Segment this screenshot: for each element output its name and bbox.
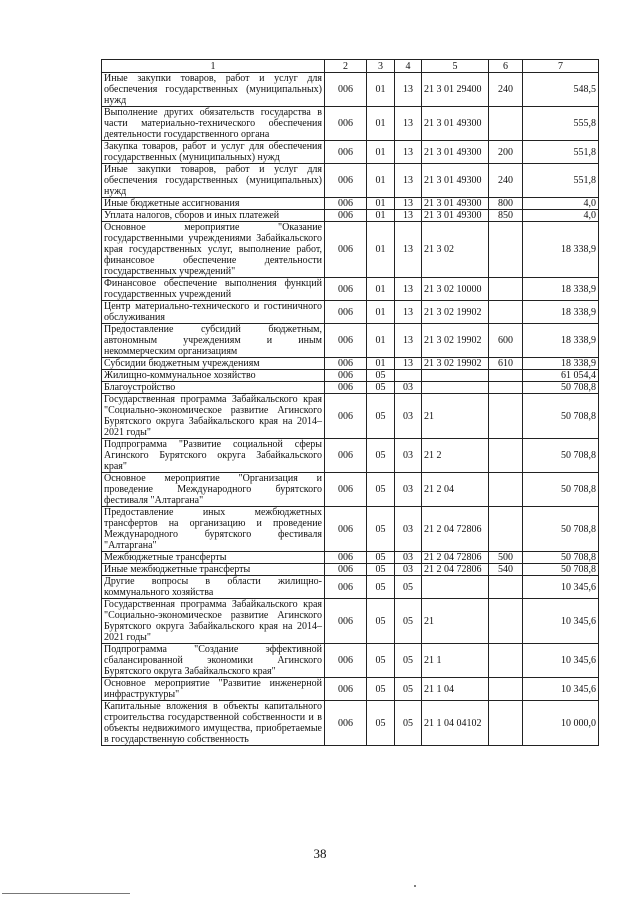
row-amount: 10 345,6 [523,644,599,678]
row-amount: 50 708,8 [523,439,599,473]
header-cell: 3 [367,60,395,73]
row-target-article: 21 3 02 19902 [422,358,489,370]
row-target-article: 21 2 04 [422,473,489,507]
row-ministry-code: 006 [325,564,367,576]
row-expense-type: 540 [489,564,523,576]
table-row [102,107,599,141]
row-section: 01 [367,222,395,278]
row-name: Другие вопросы в области жилищно-коммунального хозяйства [102,576,325,599]
row-ministry-code: 006 [325,552,367,564]
row-section: 05 [367,552,395,564]
row-subsection: 05 [395,678,422,701]
header-cell: 4 [395,60,422,73]
row-subsection: 13 [395,198,422,210]
row-name: Государственная программа Забайкальского края "Социально-экономическое развитие Агинского Бурятского округа Забайкальского края на 2014–2021 годы" [102,599,325,644]
row-amount: 555,8 [523,107,599,141]
row-target-article: 21 3 01 49300 [422,198,489,210]
row-target-article: 21 1 04 [422,678,489,701]
row-expense-type [489,301,523,324]
row-section: 01 [367,301,395,324]
row-subsection: 13 [395,210,422,222]
table-row [102,394,599,439]
row-amount: 18 338,9 [523,278,599,301]
row-target-article: 21 3 02 19902 [422,301,489,324]
row-ministry-code: 006 [325,473,367,507]
page-number: 38 [313,846,327,861]
row-ministry-code: 006 [325,394,367,439]
row-subsection: 13 [395,141,422,164]
table-row [102,73,599,107]
row-section: 01 [367,324,395,358]
table-row [102,599,599,644]
row-subsection: 03 [395,507,422,552]
row-expense-type [489,382,523,394]
row-expense-type: 200 [489,141,523,164]
row-expense-type [489,507,523,552]
row-section: 01 [367,141,395,164]
row-expense-type [489,222,523,278]
row-target-article: 21 3 01 49300 [422,141,489,164]
row-section: 05 [367,644,395,678]
row-ministry-code: 006 [325,210,367,222]
row-amount: 18 338,9 [523,222,599,278]
row-section: 01 [367,198,395,210]
table-row [102,382,599,394]
row-subsection: 13 [395,222,422,278]
row-expense-type: 610 [489,358,523,370]
table-row [102,164,599,198]
row-ministry-code: 006 [325,164,367,198]
row-ministry-code: 006 [325,576,367,599]
row-name: Центр материально-технического и гостиничного обслуживания [102,301,325,324]
row-target-article: 21 3 01 49300 [422,210,489,222]
row-name: Подпрограмма "Создание эффективной сбалансированной экономики Агинского Бурятского округа Забайкальского края" [102,644,325,678]
row-subsection: 13 [395,107,422,141]
row-amount: 10 345,6 [523,599,599,644]
row-amount: 4,0 [523,210,599,222]
header-cell: 1 [102,60,325,73]
table-row [102,701,599,746]
row-section: 05 [367,507,395,552]
row-expense-type [489,370,523,382]
table-row [102,198,599,210]
table-row [102,210,599,222]
row-subsection: 03 [395,439,422,473]
row-name: Основное мероприятие "Развитие инженерной инфраструктуры" [102,678,325,701]
row-name: Благоустройство [102,382,325,394]
row-amount: 50 708,8 [523,394,599,439]
row-ministry-code: 006 [325,507,367,552]
row-amount: 18 338,9 [523,358,599,370]
row-section: 01 [367,107,395,141]
table-row [102,507,599,552]
row-expense-type [489,678,523,701]
row-amount: 10 000,0 [523,701,599,746]
table-row [102,222,599,278]
row-ministry-code: 006 [325,358,367,370]
row-target-article: 21 3 02 10000 [422,278,489,301]
row-section: 05 [367,678,395,701]
row-amount: 50 708,8 [523,552,599,564]
row-target-article [422,576,489,599]
row-target-article: 21 3 02 [422,222,489,278]
row-ministry-code: 006 [325,222,367,278]
row-name: Капитальные вложения в объекты капитального строительства государственной собственности и в объекты недвижимого имущества, приобретаемые в государственную собственность [102,701,325,746]
row-subsection: 05 [395,599,422,644]
row-ministry-code: 006 [325,198,367,210]
footer-rule [2,893,130,894]
row-section: 05 [367,439,395,473]
row-amount: 10 345,6 [523,678,599,701]
row-target-article: 21 1 04 04102 [422,701,489,746]
row-target-article: 21 2 [422,439,489,473]
row-subsection: 03 [395,552,422,564]
row-ministry-code: 006 [325,107,367,141]
row-section: 01 [367,358,395,370]
row-section: 05 [367,382,395,394]
row-amount: 10 345,6 [523,576,599,599]
table-row [102,439,599,473]
row-subsection: 03 [395,394,422,439]
row-amount: 551,8 [523,164,599,198]
row-name: Государственная программа Забайкальского края "Социально-экономическое развитие Агинского Бурятского округа Забайкальского края на 2014–2021 годы" [102,394,325,439]
row-target-article: 21 [422,394,489,439]
row-amount: 50 708,8 [523,507,599,552]
row-expense-type: 240 [489,73,523,107]
row-section: 05 [367,370,395,382]
row-amount: 4,0 [523,198,599,210]
row-ministry-code: 006 [325,324,367,358]
row-name: Предоставление субсидий бюджетным, автономным учреждениям и иным некоммерческим организациям [102,324,325,358]
row-subsection [395,370,422,382]
row-subsection: 13 [395,324,422,358]
table-row [102,358,599,370]
row-section: 01 [367,210,395,222]
row-section: 05 [367,473,395,507]
row-expense-type: 240 [489,164,523,198]
row-section: 01 [367,164,395,198]
header-cell: 6 [489,60,523,73]
row-ministry-code: 006 [325,370,367,382]
row-expense-type: 600 [489,324,523,358]
row-amount: 551,8 [523,141,599,164]
row-name: Основное мероприятие "Организация и проведение Международного бурятского фестиваля "Алтаргана" [102,473,325,507]
table-row [102,141,599,164]
row-section: 05 [367,576,395,599]
row-expense-type [489,439,523,473]
row-subsection: 13 [395,73,422,107]
row-ministry-code: 006 [325,141,367,164]
row-amount: 50 708,8 [523,564,599,576]
header-cell: 5 [422,60,489,73]
row-subsection: 13 [395,278,422,301]
row-ministry-code: 006 [325,701,367,746]
header-cell: 2 [325,60,367,73]
row-subsection: 13 [395,358,422,370]
table-row [102,576,599,599]
row-ministry-code: 006 [325,73,367,107]
table-row [102,324,599,358]
row-section: 05 [367,599,395,644]
row-subsection: 13 [395,164,422,198]
header-cell: 7 [523,60,599,73]
row-section: 05 [367,394,395,439]
row-expense-type: 800 [489,198,523,210]
row-amount: 18 338,9 [523,301,599,324]
row-section: 01 [367,73,395,107]
table-row [102,678,599,701]
row-name: Субсидии бюджетным учреждениям [102,358,325,370]
table-row [102,552,599,564]
row-ministry-code: 006 [325,382,367,394]
row-name: Предоставление иных межбюджетных трансфертов на организацию и проведение Международного бурятского фестиваля "Алтаргана" [102,507,325,552]
row-target-article: 21 2 04 72806 [422,552,489,564]
row-ministry-code: 006 [325,678,367,701]
table-header-row [102,60,599,73]
table-row [102,278,599,301]
row-subsection: 03 [395,473,422,507]
row-target-article: 21 [422,599,489,644]
row-name: Закупка товаров, работ и услуг для обеспечения государственных (муниципальных) нужд [102,141,325,164]
row-subsection: 03 [395,382,422,394]
row-amount: 50 708,8 [523,382,599,394]
row-expense-type: 500 [489,552,523,564]
row-subsection: 05 [395,701,422,746]
row-section: 05 [367,564,395,576]
row-amount: 61 054,4 [523,370,599,382]
row-amount: 50 708,8 [523,473,599,507]
row-target-article: 21 1 [422,644,489,678]
table-row [102,564,599,576]
row-expense-type [489,394,523,439]
row-subsection: 05 [395,644,422,678]
row-expense-type [489,644,523,678]
row-expense-type [489,473,523,507]
row-ministry-code: 006 [325,439,367,473]
row-amount: 548,5 [523,73,599,107]
row-target-article: 21 3 01 49300 [422,164,489,198]
row-name: Иные закупки товаров, работ и услуг для обеспечения государственных (муниципальных) нужд [102,73,325,107]
scan-speck [414,885,416,887]
table-row [102,301,599,324]
row-expense-type [489,107,523,141]
row-name: Уплата налогов, сборов и иных платежей [102,210,325,222]
row-target-article: 21 3 02 19902 [422,324,489,358]
row-subsection: 03 [395,564,422,576]
row-target-article: 21 2 04 72806 [422,564,489,576]
row-target-article [422,382,489,394]
row-expense-type [489,278,523,301]
row-name: Межбюджетные трансферты [102,552,325,564]
budget-table [101,59,599,746]
row-name: Финансовое обеспечение выполнения функций государственных учреждений [102,278,325,301]
row-target-article [422,370,489,382]
row-name: Иные бюджетные ассигнования [102,198,325,210]
row-ministry-code: 006 [325,599,367,644]
row-name: Иные закупки товаров, работ и услуг для обеспечения государственных (муниципальных) нужд [102,164,325,198]
row-expense-type [489,701,523,746]
row-section: 01 [367,278,395,301]
row-target-article: 21 3 01 29400 [422,73,489,107]
row-name: Иные межбюджетные трансферты [102,564,325,576]
row-subsection: 13 [395,301,422,324]
table-row [102,644,599,678]
row-amount: 18 338,9 [523,324,599,358]
row-target-article: 21 3 01 49300 [422,107,489,141]
row-section: 05 [367,701,395,746]
row-ministry-code: 006 [325,644,367,678]
row-expense-type [489,599,523,644]
row-ministry-code: 006 [325,301,367,324]
table-row [102,473,599,507]
row-name: Основное мероприятие "Оказание государственными учреждениями Забайкальского края государственных услуг, выполнение работ, финансовое обеспечение деятельности государственных учреждений" [102,222,325,278]
table-row [102,370,599,382]
row-target-article: 21 2 04 72806 [422,507,489,552]
row-name: Жилищно-коммунальное хозяйство [102,370,325,382]
row-name: Подпрограмма "Развитие социальной сферы Агинского Бурятского округа Забайкальского края" [102,439,325,473]
row-subsection: 05 [395,576,422,599]
row-name: Выполнение других обязательств государства в части материально-технического обеспечения деятельности государственного органа [102,107,325,141]
row-expense-type: 850 [489,210,523,222]
row-ministry-code: 006 [325,278,367,301]
row-expense-type [489,576,523,599]
